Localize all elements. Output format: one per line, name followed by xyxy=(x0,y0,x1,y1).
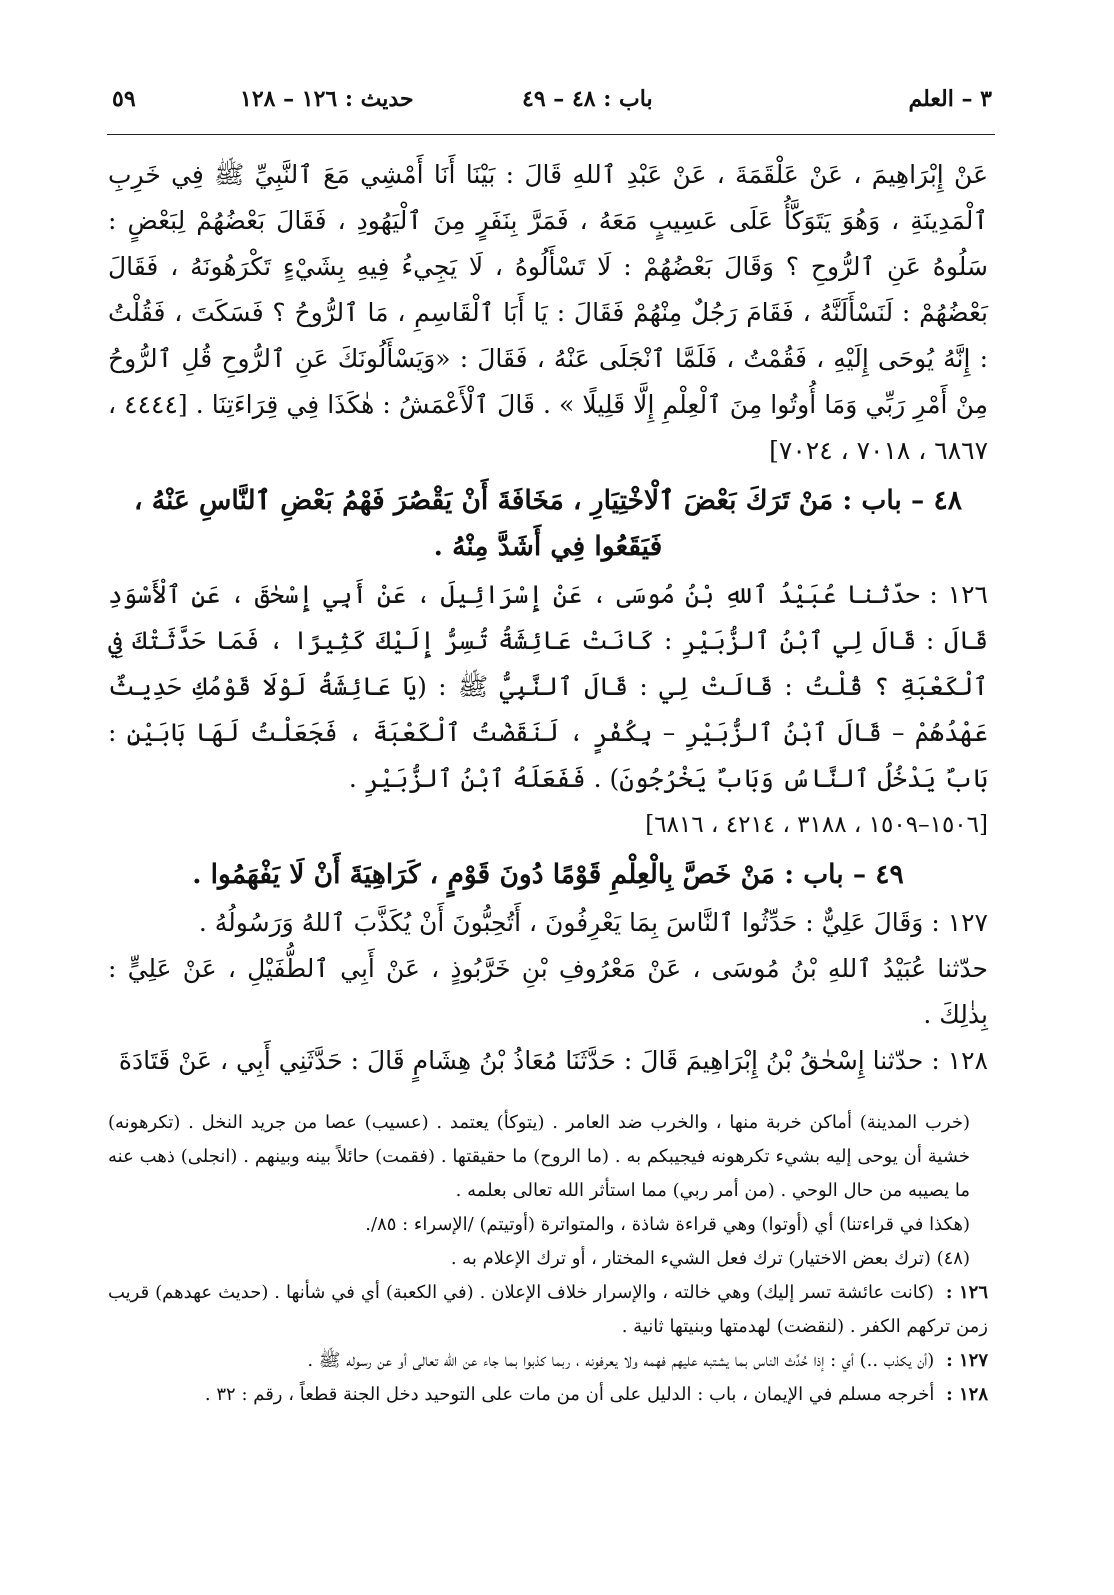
bab-48-title xyxy=(108,478,988,570)
running-header xyxy=(112,78,992,122)
main-text xyxy=(108,152,988,1075)
bab-49-title: ٤٩ – باب : مَنْ خَصَّ بِالْعِلْمِ قَوْمًا دُونَ قَوْمٍ ، كَرَاهِيَةَ أَنْ لَا يَفْهَمُوا . xyxy=(192,859,904,890)
hadith-127-chain: حدّثنا عُبَيْدُ ٱللهِ بْنُ مُوسَى ، عَنْ مَعْرُوفِ بْنِ خَرَّبُوذٍ ، عَنْ أَبِي ٱلطُّفَيْلِ ، عَنْ عَلِيٍّ : بِذٰلِكَ . xyxy=(108,954,988,1029)
footnote-126-text: (كانت عائشة تسر إليك) وهي خالته ، والإسرار خلاف الإعلان . (في الكعبة) أي في شأنها . (حديث عهدهم) قريب زمن تركهم الكفر . (لنقضت) لهدمتها وبنيتها ثانية . xyxy=(108,1282,988,1337)
hadith-128: ١٢٨ : حدّثنا إِسْحٰقُ بْنُ إِبْرَاهِيمَ قَالَ : حَدَّثَنَا مُعَاذُ بْنُ هِشَامٍ قَالَ : حَدَّثَنِي أَبِي ، عَنْ قَتَادَةَ xyxy=(118,1046,988,1075)
hadith-126-references: [١٥٠٦–١٥٠٩ ، ٣١٨٨ ، ٤٢١٤ ، ٦٨١٦] xyxy=(645,812,988,838)
footnote-128 xyxy=(108,1378,988,1412)
footnote-qiraah: (هكذا في قراءتنا) أي (أوتوا) وهي قراءة شاذة ، والمتواترة (أوتيتم) /الإسراء : ٨٥/. xyxy=(365,1214,970,1235)
footnote-128-number: ١٢٨ : xyxy=(946,1384,988,1405)
footnote-127 xyxy=(108,1344,988,1378)
bab-48-title-line1: ٤٨ – باب : مَنْ تَرَكَ بَعْضَ ٱلْاخْتِيَارِ ، مَخَافَةَ أَنْ يَقْصُرَ فَهْمُ بَعْضِ ٱلنَّاسِ عَنْهُ ، xyxy=(134,485,962,516)
footnote-127-text: (أن يكذب ..) أي : إذا حُدِّث الناس بما يشتبه عليهم فهمه ولا يعرفونه ، ربما كذبوا بما جاء عن الله تعالى أو عن رسوله ﷺ . xyxy=(307,1350,935,1371)
hadith-125-continuation: عَنْ إِبْرَاهِيمَ ، عَنْ عَلْقَمَةَ ، عَنْ عَبْدِ ٱللهِ قَالَ : بَيْنَا أَنَا أَمْشِي مَعَ ٱلنَّبِيِّ ﷺ فِي خَرِبِ ٱلْمَدِينَةِ ، وَهُوَ يَتَوَكَّأُ عَلَى عَسِيبٍ مَعَهُ ، فَمَرَّ بِنَفَرٍ مِنَ ٱلْيَهُودِ ، فَقَالَ بَعْضُهُمْ لِبَعْضٍ : سَلُوهُ عَنِ ٱلرُّوحِ ؟ وَقَالَ بَعْضُهُمْ : لَا تَسْأَلُوهُ ، لَا يَجِيءُ فِيهِ بِشَيْءٍ تَكْرَهُونَهُ ، فَقَالَ بَعْضُهُمْ : لَنَسْأَلَنَّهُ ، فَقَامَ رَجُلٌ مِنْهُمْ فَقَالَ : يَا أَبَا ٱلْقَاسِمِ ، مَا ٱلرُّوحُ ؟ فَسَكَتَ ، فَقُلْتُ : إِنَّهُ يُوحَى إِلَيْهِ ، فَقُمْتُ ، فَلَمَّا ٱنْجَلَى عَنْهُ ، فَقَالَ : «وَيَسْأَلُونَكَ عَنِ ٱلرُّوحِ قُلِ ٱلرُّوحُ مِنْ أَمْرِ رَبِّي وَمَا أُوتُوا مِنَ ٱلْعِلْمِ إِلَّا قَلِيلًا » . قَالَ ٱلْأَعْمَشُ : هٰكَذَا فِي قِرَاءَتِنَا . [٤٤٤٤ ، ٦٨٦٧ ، ٧٠١٨ ، ٧٠٢٤] xyxy=(108,160,988,465)
hadith-126: ١٢٦ : حدّثنا عُبَيْدُ ٱللهِ بْنُ مُوسَى ، عَنْ إِسْرَائِيلَ ، عَنْ أَبِي إِسْحٰقَ ، عَنِ ٱلْأَسْوَدِ قَالَ : قَالَ لِي ٱبْنُ ٱلزُّبَيْرِ : كَانَتْ عَائِشَةُ تُسِرُّ إِلَيْكَ كَثِيرًا ، فَمَا حَدَّثَتْكَ فِي ٱلْكَعْبَةِ ؟ قُلْتُ : قَالَتْ لِي : قَالَ ٱلنَّبِيُّ ﷺ : (يَا عَائِشَةُ لَوْلَا قَوْمُكِ حَدِيثٌ عَهْدُهُمْ – قَالَ ٱبْنُ ٱلزُّبَيْرِ – بِكُفْرٍ ، لَنَقَضْتُ ٱلْكَعْبَةَ ، فَجَعَلْتُ لَهَا بَابَيْنِ : بَابٌ يَدْخُلُ ٱلنَّاسُ وَبَابٌ يَخْرُجُونَ) . فَفَعَلَهُ ٱبْنُ ٱلزُّبَيْرِ . xyxy=(108,580,988,793)
header-bab-range: باب : ٤٨ – ٤٩ xyxy=(522,86,653,112)
footnote-128-text: أخرجه مسلم في الإيمان ، باب : الدليل على أن من مات على التوحيد دخل الجنة قطعاً ، رقم : ٣٢ . xyxy=(204,1384,935,1405)
footnote-126-number: ١٢٦ : xyxy=(945,1282,988,1303)
footnote-127-number: ١٢٧ : xyxy=(946,1350,988,1371)
hadith-127: ١٢٧ : وَقَالَ عَلِيٌّ : حَدِّثُوا ٱلنَّاسَ بِمَا يَعْرِفُونَ ، أَتُحِبُّونَ أَنْ يُكَذَّبَ ٱللهُ وَرَسُولُهُ . xyxy=(198,908,988,937)
footnote-126 xyxy=(108,1276,988,1344)
page-number: ٥٩ xyxy=(112,86,136,112)
header-chapter: ٣ – العلم xyxy=(908,86,992,112)
bab-48-title-line2: فَيَقَعُوا فِي أَشَدَّ مِنْهُ . xyxy=(433,531,663,562)
footnote-vocab: (خرب المدينة) أماكن خربة منها ، والخرب ضد العامر . (يتوكأ) يعتمد . (عسيب) عصا من جريد النخل . (تكرهونه) خشية أن يوحى إليه بشيء تكرهونه فيجيبكم به . (ما الروح) ما حقيقتها . (فقمت) حائلاً بينه وبينهم . (انجلى) ذهب عنه ما يصيبه من حال الوحي . (من أمر ربي) مما استأثر الله تعالى بعلمه . xyxy=(108,1112,970,1201)
header-hadith-range: حديث : ١٢٦ – ١٢٨ xyxy=(240,86,414,112)
footnote-bab-48: (٤٨) (ترك بعض الاختيار) ترك فعل الشيء المختار ، أو ترك الإعلام به . xyxy=(450,1248,970,1269)
header-divider xyxy=(107,134,995,135)
footnotes xyxy=(108,1106,988,1546)
